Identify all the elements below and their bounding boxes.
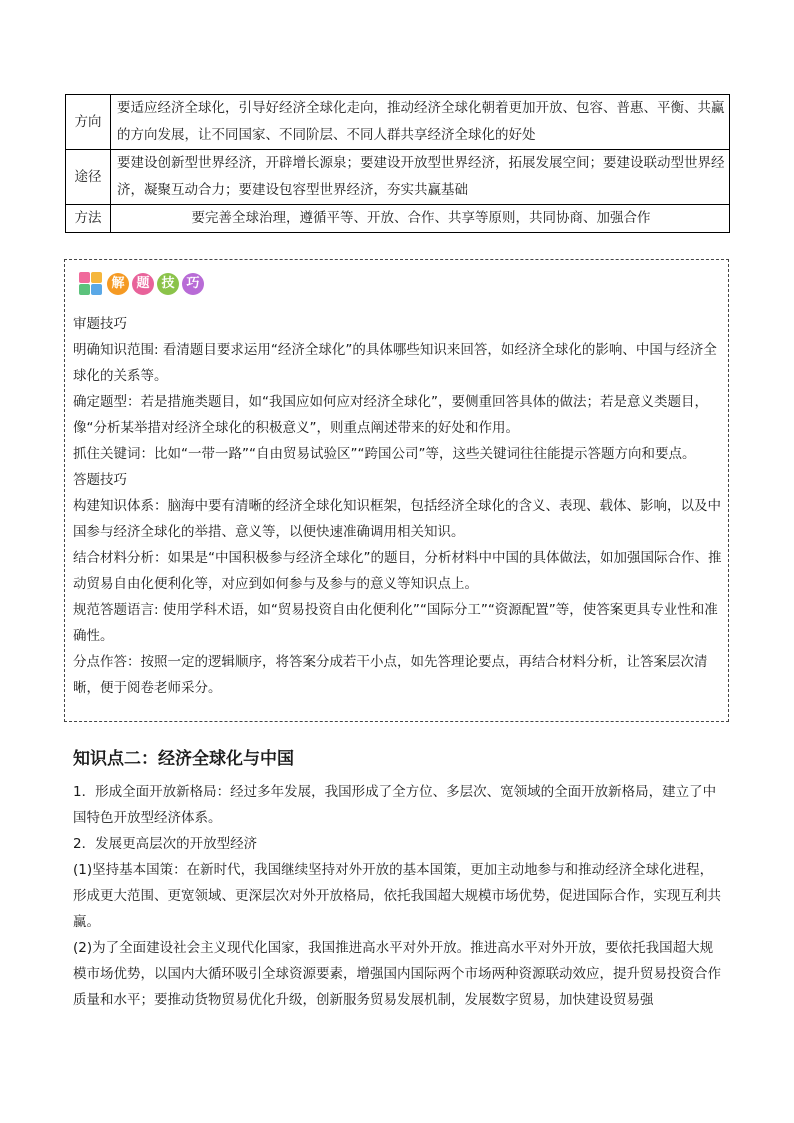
header-char: 技 <box>157 273 179 295</box>
tips-paragraph: 结合材料分析：如果是“中国积极参与经济全球化”的题目，分析材料中中国的具体做法，如加强国际合作、推动贸易自由化便利化等，对应到如何参与及参与的意义等知识点上。 <box>73 550 722 592</box>
body-paragraph: 2．发展更高层次的开放型经济 <box>73 836 258 852</box>
row-value: 要适应经济全球化，引导好经济全球化走向，推动经济全球化朝着更加开放、包容、普惠、平衡、共赢的方向发展，让不同国家、不同阶层、不同人群共享经济全球化的好处 <box>111 95 730 150</box>
row-key: 途径 <box>66 150 111 205</box>
table-row <box>66 95 730 150</box>
row-key: 方向 <box>66 95 111 150</box>
body-paragraph: 1．形成全面开放新格局：经过多年发展，我国形成了全方位、多层次、宽领域的全面开放新格局，建立了中国特色开放型经济体系。 <box>73 784 717 826</box>
body-paragraph: (1)坚持基本国策：在新时代，我国继续坚持对外开放的基本国策，更加主动地参与和推动经济全球化进程，形成更大范围、更宽领域、更深层次对外开放格局，依托我国超大规模市场优势，促进国际合作，实现互利共赢。 <box>73 862 721 930</box>
tips-paragraph: 规范答题语言: 使用学科术语，如“贸易投资自由化便利化”“国际分工”“资源配置”等，使答案更具专业性和准确性。 <box>73 602 718 644</box>
tips-content <box>73 311 723 701</box>
header-char: 题 <box>132 273 154 295</box>
tips-header <box>79 269 207 299</box>
problem-solving-tips-box <box>64 259 729 722</box>
tips-subheading: 审题技巧 <box>73 316 127 332</box>
row-key: 方法 <box>66 205 111 233</box>
row-value: 要完善全球治理，遵循平等、开放、合作、共享等原则，共同协商、加强合作 <box>111 205 730 233</box>
row-value: 要建设创新型世界经济，开辟增长源泉；要建设开放型世界经济，拓展发展空间；要建设联动型世界经济，凝聚互动合力；要建设包容型世界经济，夯实共赢基础 <box>111 150 730 205</box>
table-row <box>66 150 730 205</box>
tips-paragraph: 确定题型：若是措施类题目，如“我国应如何应对经济全球化”，要侧重回答具体的做法；若是意义类题目，像“分析某举措对经济全球化的积极意义”，则重点阐述带来的好处和作用。 <box>73 394 708 436</box>
tips-paragraph: 构建知识体系：脑海中要有清晰的经济全球化知识框架，包括经济全球化的含义、表现、载体、影响，以及中国参与经济全球化的举措、意义等，以便快速准确调用相关知识。 <box>73 498 721 540</box>
table-row <box>66 205 730 233</box>
globalization-table <box>65 94 730 233</box>
tips-subheading: 答题技巧 <box>73 472 127 488</box>
section-body <box>73 779 723 1013</box>
tips-paragraph: 明确知识范围: 看清题目要求运用“经济全球化”的具体哪些知识来回答，如经济全球化的影响、中国与经济全球化的关系等。 <box>73 342 717 384</box>
tips-paragraph: 抓住关键词：比如“一带一路”“自由贸易试验区”“跨国公司”等，这些关键词往往能提示答题方向和要点。 <box>73 446 696 462</box>
header-char: 巧 <box>182 273 204 295</box>
header-char: 解 <box>107 273 129 295</box>
puzzle-icon <box>79 272 103 296</box>
tips-paragraph: 分点作答：按照一定的逻辑顺序，将答案分成若干小点，如先答理论要点，再结合材料分析，让答案层次清晰，便于阅卷老师采分。 <box>73 654 708 696</box>
section-title: 知识点二：经济全球化与中国 <box>73 749 294 769</box>
body-paragraph: (2)为了全面建设社会主义现代化国家，我国推进高水平对外开放。推进高水平对外开放，要依托我国超大规模市场优势，以国内大循环吸引全球资源要素，增强国内国际两个市场两种资源联动效应，提升贸易投资合作质量和水平；要推动货物贸易优化升级，创新服务贸易发展机制，发展数字贸易，加快建设贸易强 <box>73 940 721 1008</box>
